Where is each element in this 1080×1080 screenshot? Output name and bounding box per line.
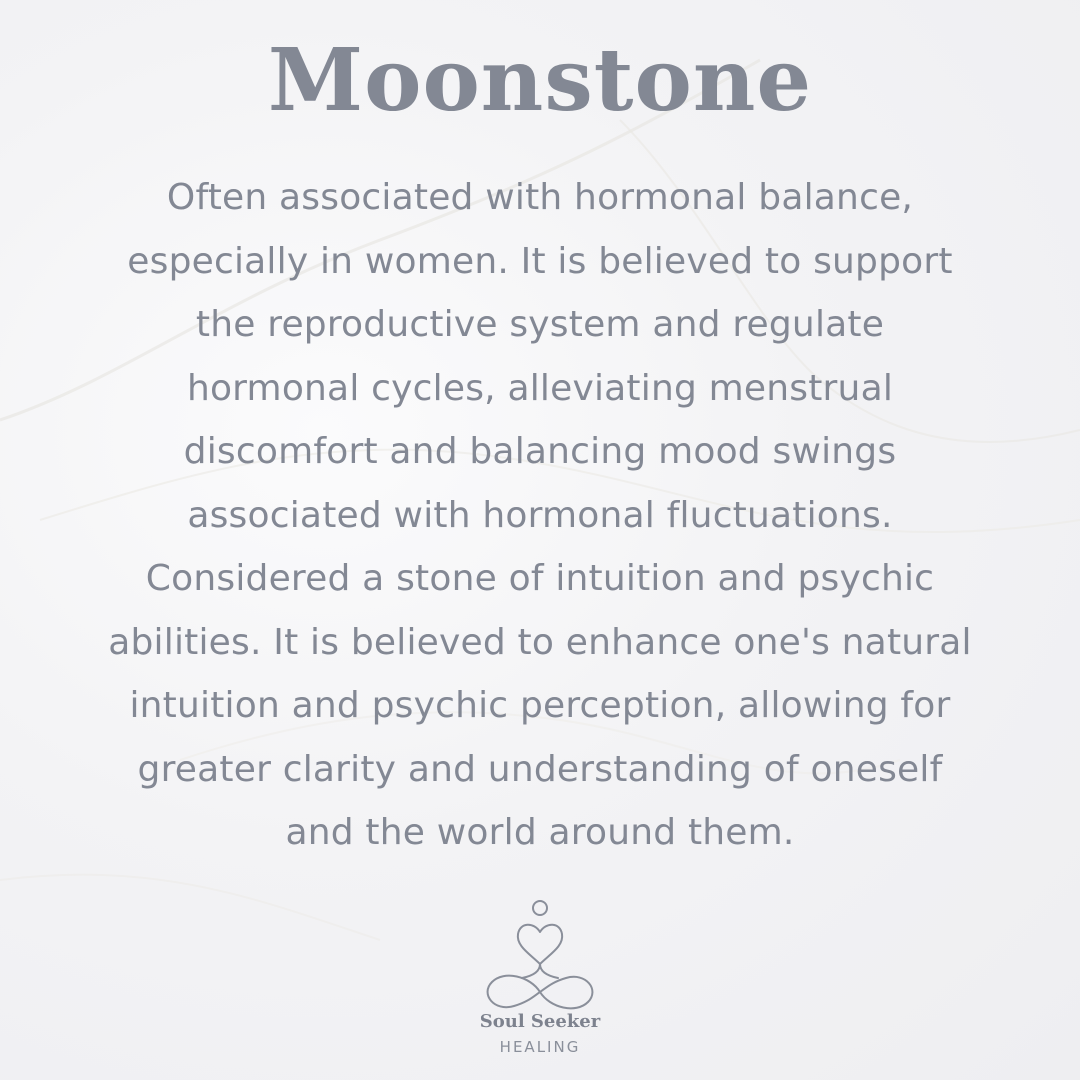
description-line: and the world around them. (285, 812, 795, 853)
description-line: intuition and psychic perception, allowing for (129, 685, 951, 726)
description-line: the reproductive system and regulate (195, 304, 885, 345)
description-line: greater clarity and understanding of oneself (137, 748, 943, 790)
description-line: discomfort and balancing mood swings (183, 431, 897, 472)
page-title: Moonstone (267, 30, 813, 131)
description-line: abilities. It is believed to enhance one's natural (108, 621, 972, 663)
description-line: hormonal cycles, alleviating menstrual (186, 367, 894, 409)
meditation-lotus-heart-icon (470, 892, 610, 1022)
description-line: associated with hormonal fluctuations. (187, 494, 893, 536)
brand-name: Soul Seeker (479, 1011, 601, 1032)
description-line: Considered a stone of intuition and psychic (145, 558, 935, 599)
description-text (20, 166, 1060, 865)
brand-tagline: HEALING (499, 1038, 581, 1056)
description-line: especially in women. It is believed to support (127, 240, 953, 282)
description-line: Often associated with hormonal balance, (166, 177, 914, 218)
